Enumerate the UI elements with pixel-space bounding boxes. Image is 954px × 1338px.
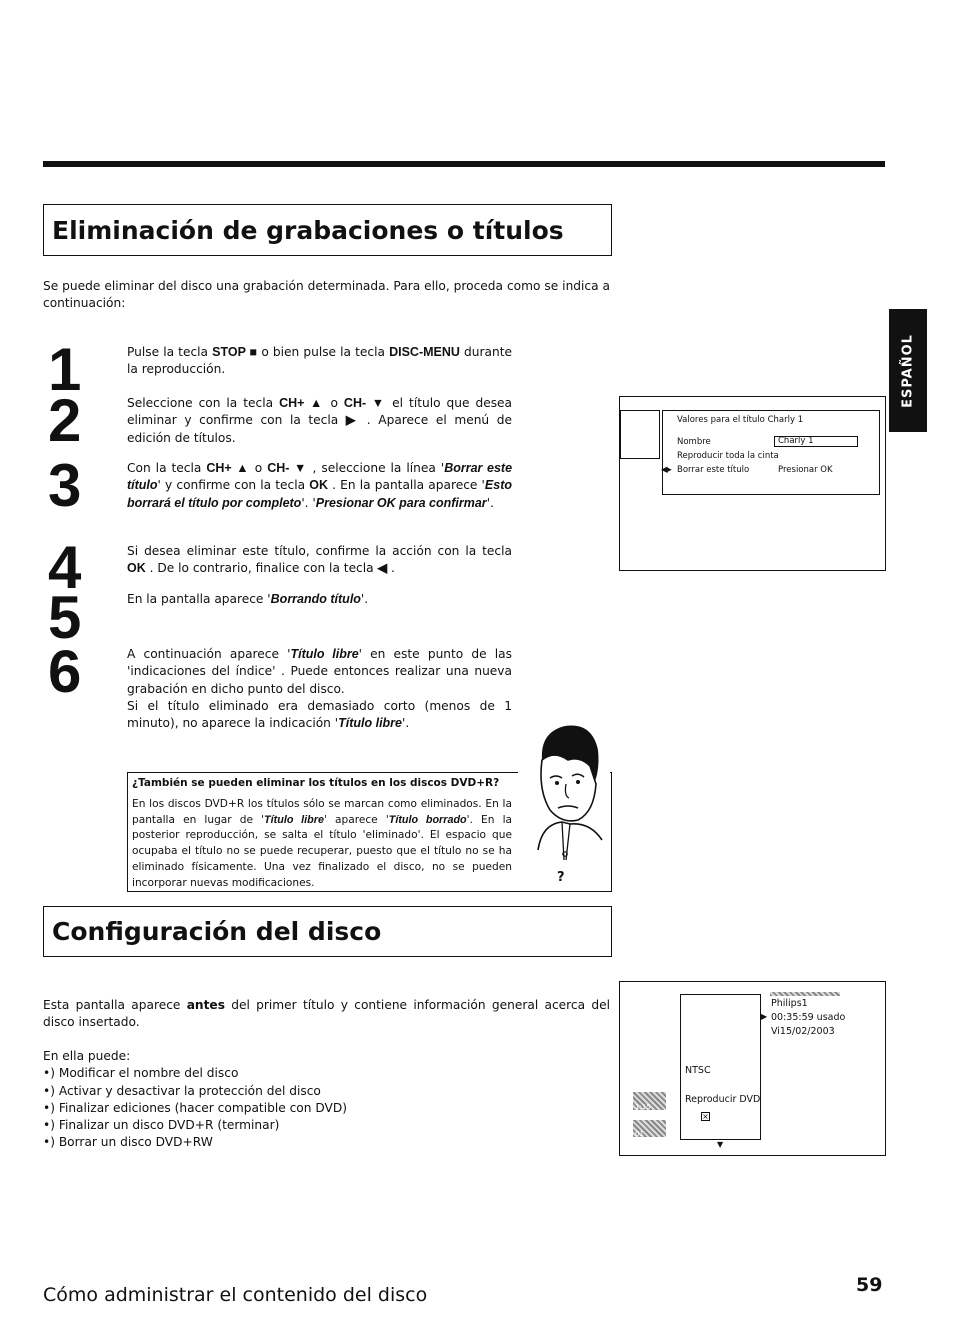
list-item: •) Finalizar un disco DVD+R (terminar) xyxy=(43,1118,280,1133)
menu-name-label: Nombre xyxy=(677,437,711,447)
title-badge-time: 1:15 xyxy=(633,1092,666,1110)
tip-question-mark: ? xyxy=(557,870,565,885)
step-number-5: 5 xyxy=(48,584,80,651)
list-item: •) Borrar un disco DVD+RW xyxy=(43,1135,213,1150)
disc-play-label: Reproducir DVD xyxy=(685,1094,761,1105)
menu-delete-hint: Presionar OK xyxy=(778,465,833,475)
disc-play-checkbox[interactable]: × xyxy=(702,1112,709,1121)
step-number-3: 3 xyxy=(48,452,80,519)
step-text-2: Seleccione con la tecla CH+ ▲ o CH- ▼ el título que desea eliminar y confirme con la tecla ▶ . Aparece el menú de edición de títulos. xyxy=(127,396,513,445)
step-text-4: Si desea eliminar este título, confirme la acción con la tecla OK . De lo contrario, finalice con la tecla ◀ . xyxy=(127,544,512,576)
disc-system: NTSC xyxy=(685,1065,711,1076)
menu-delete-title[interactable]: Borrar este título xyxy=(677,465,750,475)
cursor-arrow-icon: ▶ xyxy=(761,1012,768,1021)
down-arrow-icon: ▼ xyxy=(717,1140,724,1149)
key-ch-plus: CH+ ▲ xyxy=(206,461,250,475)
menu-header: Valores para el título Charly 1 xyxy=(677,415,804,425)
menu-name-field[interactable]: Charly 1 xyxy=(774,436,858,447)
menu-play-all[interactable]: Reproducir toda la cinta xyxy=(677,451,779,461)
list-title: En ella puede: xyxy=(43,1049,131,1063)
right-arrow-icon: ▶ xyxy=(345,413,360,428)
step-text-6: A continuación aparece 'Título libre' en este punto de las 'indicaciones del índice' . Puede entonces realizar una nueva grabación en dicho punto del disco. Si el título eliminado era demasiado corto (menos de 1 minuto), no aparece la indicación 'Título libre'. xyxy=(127,647,512,731)
section2-intro: Esta pantalla aparece antes del primer título y contiene información general acerca del disco insertado. xyxy=(43,998,610,1030)
title-badge-number: 01 xyxy=(633,1120,666,1137)
menu-cursor-icon: ◀▸ xyxy=(661,465,672,475)
footer-chapter: Cómo administrar el contenido del disco xyxy=(43,1284,428,1306)
top-rule xyxy=(43,161,885,167)
key-ok: OK xyxy=(309,478,329,493)
language-tab xyxy=(889,309,927,432)
step-number-2: 2 xyxy=(48,387,80,454)
step-number-1: 1 xyxy=(48,336,80,403)
tip-question: ¿También se pueden eliminar los títulos en los discos DVD+R? xyxy=(132,777,500,789)
section-title-text: Configuración del disco xyxy=(52,917,382,946)
list-item: •) Activar y desactivar la protección del disco xyxy=(43,1083,321,1098)
section-title-delete xyxy=(43,204,612,256)
disc-date: Vi15/02/2003 xyxy=(771,1026,835,1037)
language-tab-label: ESPAÑOL xyxy=(900,333,916,408)
list-item: •) Finalizar ediciones (hacer compatible con DVD) xyxy=(43,1100,347,1115)
disc-info-panel xyxy=(680,994,761,1140)
title-edit-screen xyxy=(619,396,886,571)
section-intro: Se puede eliminar del disco una grabación determinada. Para ello, proceda como se indica a continuación: xyxy=(43,279,610,311)
tip-answer: En los discos DVD+R los títulos sólo se marcan como eliminados. En la pantalla en lugar de 'Título libre' aparece 'Título borrado'. En la posterior reproducción, se salta el título 'eliminado'. El espacio que ocupaba el título no se puede recuperar, puesto que el título no se ha eliminado físicamente. Una vez finalizado el disco, no se pueden incorporar nuevas modificaciones. xyxy=(132,798,513,889)
section2-list xyxy=(43,1048,443,1152)
key-ch-minus: CH- ▼ xyxy=(343,396,387,410)
left-arrow-icon: ◀ xyxy=(377,561,388,576)
key-disc-menu: DISC-MENU xyxy=(389,345,460,359)
section-title-disc-config xyxy=(43,906,612,957)
step-text-5: En la pantalla aparece 'Borrando título'. xyxy=(127,592,369,606)
step-number-4: 4 xyxy=(48,534,80,601)
screen-thumbnail xyxy=(620,410,660,459)
key-ch-minus: CH- ▼ xyxy=(267,461,308,475)
page-number: 59 xyxy=(856,1274,883,1296)
key-ch-plus: CH+ ▲ xyxy=(279,396,325,410)
title-edit-menu xyxy=(662,410,880,495)
key-stop: STOP ■ xyxy=(212,345,258,359)
key-ok: OK xyxy=(127,561,146,576)
section-title-text: Eliminación de grabaciones o títulos xyxy=(52,215,564,245)
step-number-6: 6 xyxy=(48,638,80,705)
disc-used: 00:35:59 usado xyxy=(771,1012,846,1023)
step-text-3: Con la tecla CH+ ▲ o CH- ▼ , seleccione la línea 'Borrar este título' y confirme con la tecla OK . En la pantalla aparece 'Esto borrará el título por completo'. 'Presionar OK para confirmar'. xyxy=(127,461,513,510)
confused-man-illustration xyxy=(520,720,610,870)
list-item: •) Modificar el nombre del disco xyxy=(43,1066,239,1081)
disc-name-bar xyxy=(770,992,840,996)
step-text-1: Pulse la tecla STOP ■ o bien pulse la tecla DISC-MENU durante la reproducción. xyxy=(127,345,512,377)
disc-name: Philips1 xyxy=(771,998,808,1009)
disc-info-screen xyxy=(619,981,886,1156)
